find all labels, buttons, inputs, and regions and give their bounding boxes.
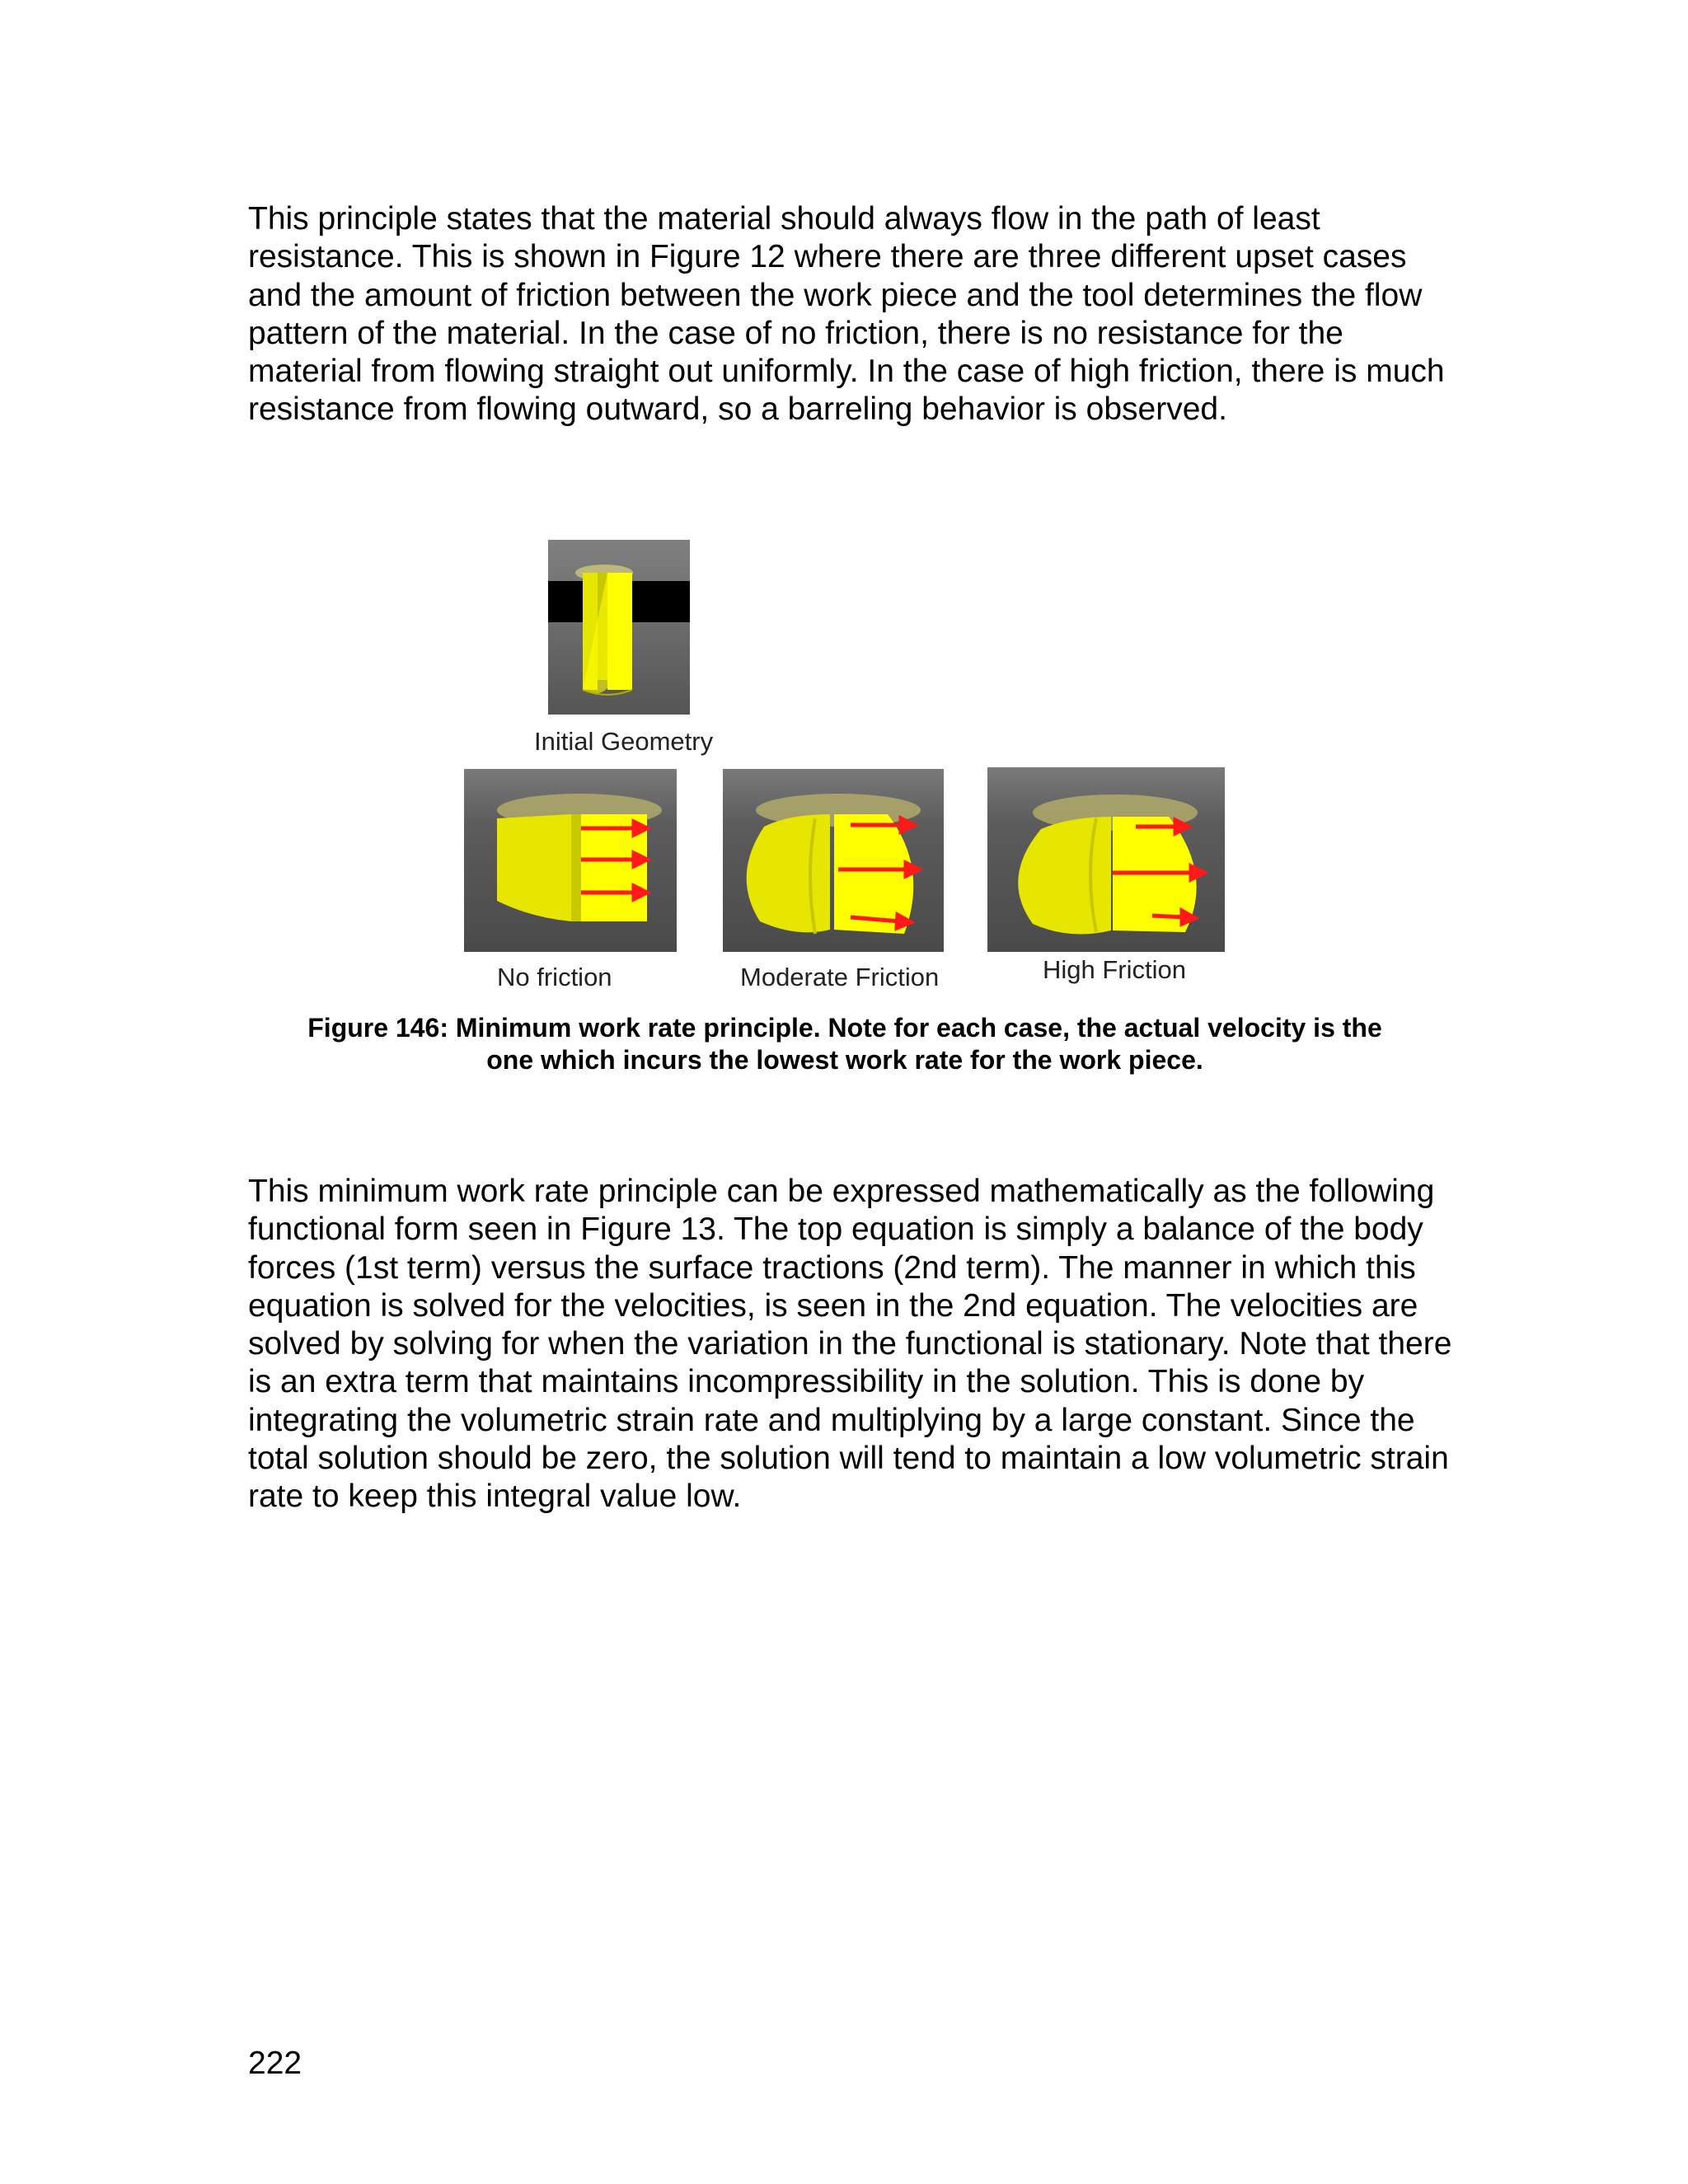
moderate-friction-label: Moderate Friction: [740, 963, 940, 991]
caption-line-1: Figure 146: Minimum work rate principle. Note for each case, the actual velocity is the: [307, 1013, 1382, 1043]
no-friction-label: No friction: [497, 963, 612, 991]
paragraph-intro: This principle states that the material should always flow in the path of least resistance. This is shown in Figure 12 where there are three different upset cases and the amount of friction between the work piece and the tool determines the flow pattern of the material. In the case of no friction, there is no resistance for the material from flowing straight out uniformly. In the case of high friction, there is much resistance from flowing outward, so a barreling behavior is observed.: [248, 201, 1445, 428]
paragraph-functional: This minimum work rate principle can be expressed mathematically as the following functional form seen in Figure 13. The top equation is simply a balance of the body forces (1st term) versus the surface tractions (2nd term). The manner in which this equation is solved for the velocities, is seen in the 2nd equation. The velocities are solved by solving for when the variation in the functional is stationary. Note that there is an extra term that maintains incompressibility in the solution. This is done by integrating the volumetric strain rate and multiplying by a large constant. Since the total solution should be zero, the solution will tend to maintain a low volumetric strain rate to keep this integral value low.: [248, 1174, 1452, 1515]
figure-caption: [247, 1012, 1442, 1076]
page-number: 222: [248, 2046, 302, 2081]
initial-geometry-image: [548, 540, 690, 715]
no-friction-image: [464, 769, 677, 952]
initial-geometry-label: Initial Geometry: [534, 727, 714, 756]
high-friction-label: High Friction: [1043, 955, 1186, 984]
high-friction-image: [987, 767, 1225, 952]
moderate-friction-image: [723, 769, 944, 952]
caption-line-2: one which incurs the lowest work rate for the work piece.: [486, 1045, 1203, 1075]
figure-146: [462, 536, 1228, 1005]
